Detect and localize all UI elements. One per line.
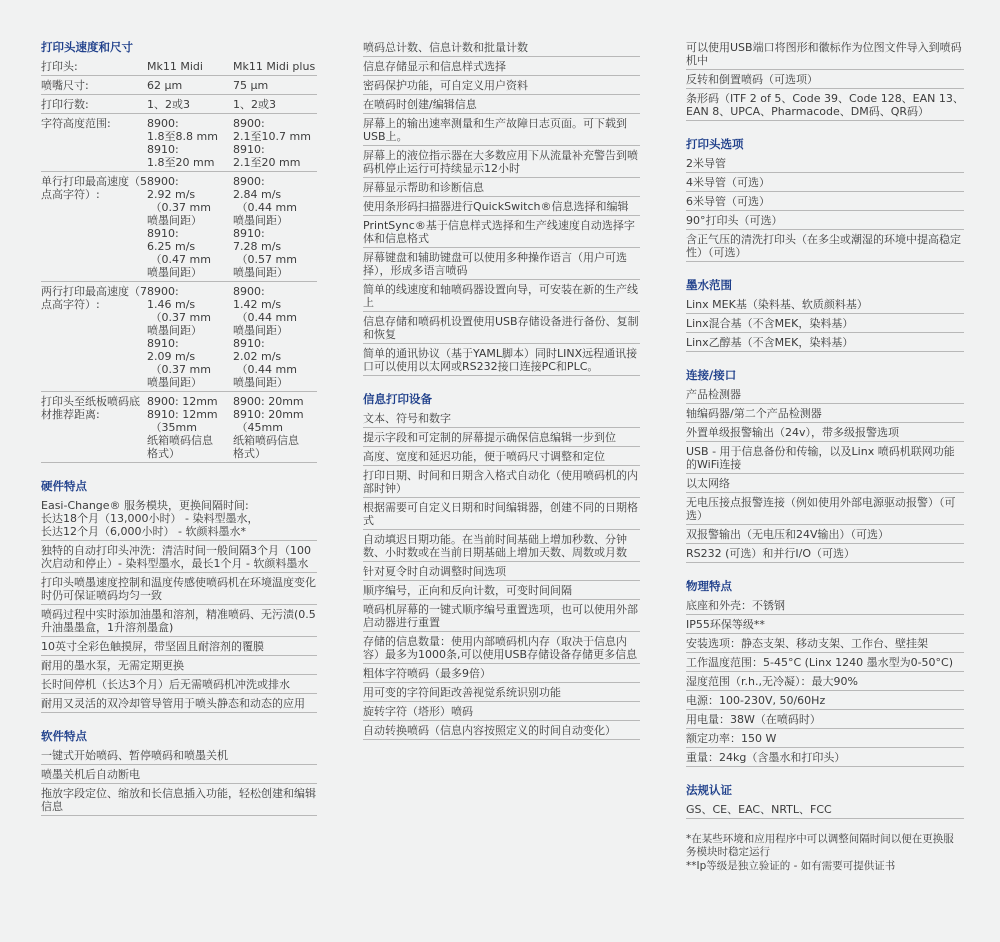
list-item: 在喷码时创建/编辑信息 — [363, 95, 640, 114]
software-section-title: 软件特点 — [41, 729, 87, 743]
row-value-midi-plus: 8900: 2.1至10.7 mm 8910: 2.1至20 mm — [233, 117, 311, 169]
list-item: 拖放字段定位、缩放和长信息插入功能，轻松创建和编辑信息 — [41, 784, 317, 816]
list-item: 信息存储和喷码机设置使用USB存储设备进行备份、复制和恢复 — [363, 312, 640, 344]
list-item: 使用条形码扫描器进行QuickSwitch®信息选择和编辑 — [363, 197, 640, 216]
row-label: 字符高度范围: — [41, 117, 111, 130]
printhead-section-title: 打印头速度和尺寸 — [41, 40, 133, 54]
list-item: 顺序编号，正向和反向计数，可变时间间隔 — [363, 581, 640, 600]
row-value-midi-plus: 75 μm — [233, 79, 269, 92]
row-value-midi: 8900: 12mm 8910: 12mm （35mm 纸箱喷码信息 格式） — [147, 395, 218, 460]
table-row — [41, 172, 317, 282]
list-item: 以太网络 — [686, 474, 964, 493]
row-value-midi: 8900: 1.46 m/s （0.37 mm 喷墨间距） 8910: 2.09 m/s （0.37 mm 喷墨间距） — [147, 285, 211, 389]
footnote: *在某些环境和应用程序中可以调整间隔时间以便在更换服务模块时稳定运行 — [686, 833, 954, 858]
list-item: 简单的通讯协议（基于YAML脚本）同时LINX远程通讯接口可以使用以太网或RS232接口连接PC和PLC。 — [363, 344, 640, 376]
table-row — [41, 57, 317, 76]
list-item: GS、CE、EAC、NRTL、FCC — [686, 800, 964, 819]
list-item: Easi-Change® 服务模块，更换间隔时间: 长达18个月（13,000小时） - 染料型墨水， 长达12个月（6,000小时） - 软颜料墨水* — [41, 496, 317, 541]
list-item: 可以使用USB端口将图形和徽标作为位图文件导入到喷码机中 — [686, 38, 964, 70]
list-item: 屏幕上的液位指示器在大多数应用下从流量补充警告到喷码机停止运行可持续显示12小时 — [363, 146, 640, 178]
list-item: 打印日期、时间和日期含入格式自动化（使用喷码机的内部时钟） — [363, 466, 640, 498]
list-item: 4米导管（可选） — [686, 173, 964, 192]
list-item: 底座和外壳：不锈钢 — [686, 596, 964, 615]
list-item: 额定功率：150 W — [686, 729, 964, 748]
row-label: 喷嘴尺寸: — [41, 79, 89, 92]
approvals-section-title: 法规认证 — [686, 783, 732, 797]
footnote: **Ip等级是独立验证的 - 如有需要可提供证书 — [686, 860, 896, 872]
list-item: 文本、符号和数字 — [363, 409, 640, 428]
list-item: 湿度范围（r.h.,无冷凝）：最大90% — [686, 672, 964, 691]
list-item: 旋转字符（塔形）喷码 — [363, 702, 640, 721]
list-item: 工作温度范围：5-45°C (Linx 1240 墨水型为0-50°C) — [686, 653, 964, 672]
list-item: 自动填迟日期功能。在当前时间基础上增加秒数、分钟数、小时数或在当前日期基础上增加天数、周数或月数 — [363, 530, 640, 562]
row-label: 单行打印最高速度（5点高字符）: — [41, 175, 147, 201]
list-item: USB - 用于信息备份和传输，以及Linx 喷码机联网功能的WiFi连接 — [686, 442, 964, 474]
list-item: 长时间停机（长达3个月）后无需喷码机冲洗或排水 — [41, 675, 317, 694]
list-item: 粗体字符喷码（最多9倍） — [363, 664, 640, 683]
list-item: 耐用又灵活的双冷却管导管用于喷头静态和动态的应用 — [41, 694, 317, 713]
list-item: 用电量：38W（在喷码时） — [686, 710, 964, 729]
printhead-table — [41, 57, 317, 463]
row-label: 打印头至纸板喷码底材推荐距离: — [41, 395, 140, 421]
list-item: 6米导管（可选） — [686, 192, 964, 211]
row-value-midi-plus: Mk11 Midi plus — [233, 60, 316, 73]
row-value-midi: Mk11 Midi — [147, 60, 203, 73]
list-item: 10英寸全彩色触摸屏，带坚固且耐溶剂的覆膜 — [41, 637, 317, 656]
list-item: 打印头喷墨速度控制和温度传感使喷码机在环境温度变化时仍可保证喷码均匀一致 — [41, 573, 317, 605]
list-item: PrintSync®基于信息样式选择和生产线速度自动选择字体和信息格式 — [363, 216, 640, 248]
list-item: 反转和倒置喷码（可选项） — [686, 70, 964, 89]
row-value-midi: 8900: 1.8至8.8 mm 8910: 1.8至20 mm — [147, 117, 218, 169]
row-label: 打印头: — [41, 60, 78, 73]
row-label: 两行打印最高速度（7点高字符）: — [41, 285, 147, 311]
list-item: 安装选项：静态支架、移动支架、工作台、壁挂架 — [686, 634, 964, 653]
list-item: 存储的信息数量：使用内部喷码机内存（取决于信息内容）最多为1000条,可以使用USB存储设备存储更多信息 — [363, 632, 640, 664]
column-2 — [363, 38, 640, 740]
hardware-section-title: 硬件特点 — [41, 479, 87, 493]
list-item: 条形码（ITF 2 of 5、Code 39、Code 128、EAN 13、EAN 8、UPCA、Pharmacode、DM码、QR码） — [686, 89, 964, 121]
list-item: 独特的自动打印头冲洗：清洁时间一般间隔3个月（100次启动和停止）- 染料型墨水，最长1个月 - 软颜料墨水 — [41, 541, 317, 573]
list-item: 简单的线速度和轴喷码器设置向导，可安装在新的生产线上 — [363, 280, 640, 312]
ink-section-title: 墨水范围 — [686, 278, 732, 292]
list-item: 无电压接点报警连接（例如使用外部电源驱动报警）（可选） — [686, 493, 964, 525]
list-item: 喷墨关机后自动断电 — [41, 765, 317, 784]
list-item: 提示字段和可定制的屏幕提示确保信息编辑一步到位 — [363, 428, 640, 447]
list-item: 密码保护功能，可自定义用户资料 — [363, 76, 640, 95]
row-value-midi: 8900: 2.92 m/s （0.37 mm 喷墨间距） 8910: 6.25 m/s （0.47 mm 喷墨间距） — [147, 175, 211, 279]
list-item: 2米导管 — [686, 154, 964, 173]
list-item: Linx混合基（不含MEK，染料基） — [686, 314, 964, 333]
footnotes — [686, 833, 964, 873]
list-item: 一键式开始喷码、暂停喷码和喷墨关机 — [41, 746, 317, 765]
list-item: 产品检测器 — [686, 385, 964, 404]
row-value-midi-plus: 1、2或3 — [233, 98, 276, 111]
list-item: Linx乙醇基（不含MEK，染料基） — [686, 333, 964, 352]
table-row — [41, 392, 317, 463]
list-item: 针对夏令时自动调整时间选项 — [363, 562, 640, 581]
list-item: 喷码机屏幕的一键式顺序编号重置选项，也可以使用外部启动器进行重置 — [363, 600, 640, 632]
row-label: 打印行数: — [41, 98, 89, 111]
list-item: 耐用的墨水泵，无需定期更换 — [41, 656, 317, 675]
row-value-midi-plus: 8900: 20mm 8910: 20mm （45mm 纸箱喷码信息 格式） — [233, 395, 304, 460]
table-row — [41, 282, 317, 392]
table-row — [41, 114, 317, 172]
list-item: 自动转换喷码（信息内容按照定义的时间自动变化） — [363, 721, 640, 740]
row-value-midi-plus: 8900: 1.42 m/s （0.44 mm 喷墨间距） 8910: 2.02 m/s （0.44 mm 喷墨间距） — [233, 285, 297, 389]
list-item: 喷码总计数、信息计数和批量计数 — [363, 38, 640, 57]
list-item: 用可变的字符间距改善视觉系统识别功能 — [363, 683, 640, 702]
row-value-midi: 62 μm — [147, 79, 183, 92]
list-item: 轴编码器/第二个产品检测器 — [686, 404, 964, 423]
message-section-title: 信息打印设备 — [363, 392, 432, 406]
list-item: 电源：100-230V, 50/60Hz — [686, 691, 964, 710]
list-item: 屏幕显示帮助和诊断信息 — [363, 178, 640, 197]
table-row — [41, 76, 317, 95]
list-item: 90°打印头（可选） — [686, 211, 964, 230]
list-item: 外置单级报警输出（24v），带多级报警选项 — [686, 423, 964, 442]
list-item: 屏幕键盘和辅助键盘可以使用多种操作语言（用户可选择），形成多语言喷码 — [363, 248, 640, 280]
column-3 — [686, 38, 964, 874]
list-item: 信息存储显示和信息样式选择 — [363, 57, 640, 76]
list-item: 重量：24kg（含墨水和打印头） — [686, 748, 964, 767]
list-item: 含正气压的清洗打印头（在多尘或潮湿的环境中提高稳定性）（可选） — [686, 230, 964, 262]
connectivity-section-title: 连接/接口 — [686, 368, 737, 382]
list-item: Linx MEK基（染料基、软质颜料基） — [686, 295, 964, 314]
table-row — [41, 95, 317, 114]
physical-section-title: 物理特点 — [686, 579, 732, 593]
list-item: 屏幕上的输出速率测量和生产故障日志页面。可下载到USB上。 — [363, 114, 640, 146]
list-item: 高度、宽度和延迟功能，便于喷码尺寸调整和定位 — [363, 447, 640, 466]
list-item: 双报警输出（无电压和24V输出）（可选） — [686, 525, 964, 544]
list-item: IP55环保等级** — [686, 615, 964, 634]
column-1 — [41, 38, 317, 816]
row-value-midi-plus: 8900: 2.84 m/s （0.44 mm 喷墨间距） 8910: 7.28 m/s （0.57 mm 喷墨间距） — [233, 175, 297, 279]
list-item: 根据需要可自定义日期和时间编辑器，创建不同的日期格式 — [363, 498, 640, 530]
row-value-midi: 1、2或3 — [147, 98, 190, 111]
list-item: RS232 (可选）和并行I/O（可选） — [686, 544, 964, 563]
list-item: 喷码过程中实时添加油墨和溶剂，精准喷码、无污渍(0.5升油墨墨盒，1升溶剂墨盒) — [41, 605, 317, 637]
printhead-options-section-title: 打印头选项 — [686, 137, 744, 151]
